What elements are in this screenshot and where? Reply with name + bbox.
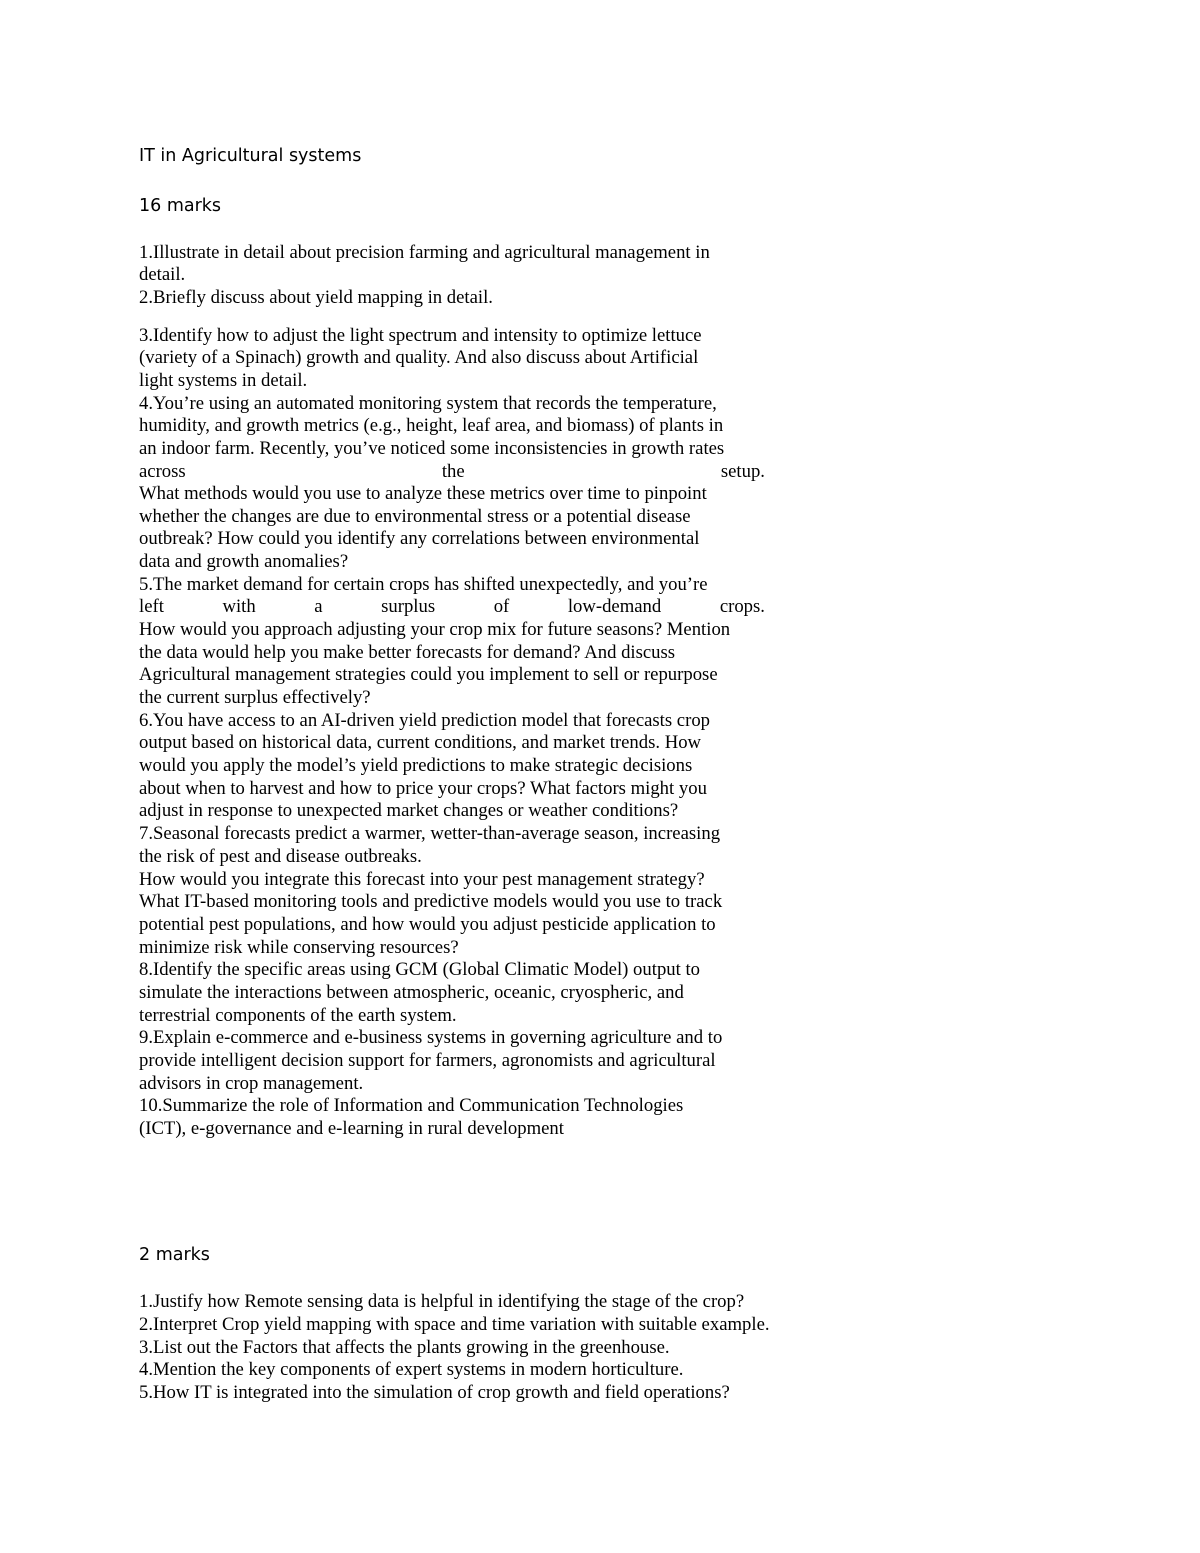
- question-line: 4.Mention the key components of expert systems in modern horticulture.: [139, 1359, 684, 1380]
- justified-word: crops.: [719, 596, 765, 617]
- question-line: 6.You have access to an AI-driven yield prediction model that forecasts crop: [139, 710, 711, 731]
- justified-word: across: [139, 461, 186, 482]
- question-line: (ICT), e-governance and e-learning in rural development: [139, 1118, 564, 1139]
- question-line: whether the changes are due to environmental stress or a potential disease: [139, 506, 691, 527]
- question-line: 2.Briefly discuss about yield mapping in detail.: [139, 287, 493, 308]
- question-line: adjust in response to unexpected market changes or weather conditions?: [139, 800, 679, 821]
- justified-word: of: [493, 596, 510, 617]
- question-line: 5.The market demand for certain crops has shifted unexpectedly, and you’re: [139, 574, 708, 595]
- question-line: outbreak? How could you identify any correlations between environmental: [139, 528, 700, 549]
- question-line: 9.Explain e-commerce and e-business systems in governing agriculture and to: [139, 1027, 723, 1048]
- question-line: about when to harvest and how to price your crops? What factors might you: [139, 778, 707, 799]
- question-line: humidity, and growth metrics (e.g., height, leaf area, and biomass) of plants in: [139, 415, 724, 436]
- question-line: 3.Identify how to adjust the light spectrum and intensity to optimize lettuce: [139, 325, 702, 346]
- question-line: light systems in detail.: [139, 370, 308, 391]
- justified-word: with: [222, 596, 256, 617]
- question-line: 2.Interpret Crop yield mapping with space and time variation with suitable example.: [139, 1314, 770, 1335]
- question-line: the risk of pest and disease outbreaks.: [139, 846, 422, 867]
- question-line: 4.You’re using an automated monitoring system that records the temperature,: [139, 393, 717, 414]
- justified-word: a: [314, 596, 323, 617]
- question-line: 5.How IT is integrated into the simulation of crop growth and field operations?: [139, 1382, 730, 1403]
- question-line: 3.List out the Factors that affects the plants growing in the greenhouse.: [139, 1337, 670, 1358]
- question-line: 10.Summarize the role of Information and Communication Technologies: [139, 1095, 684, 1116]
- question-line: simulate the interactions between atmospheric, oceanic, cryospheric, and: [139, 982, 684, 1003]
- justified-word: setup.: [720, 461, 765, 482]
- question-line: 7.Seasonal forecasts predict a warmer, wetter-than-average season, increasing: [139, 823, 721, 844]
- question-line: advisors in crop management.: [139, 1073, 364, 1094]
- question-line: 8.Identify the specific areas using GCM (Global Climatic Model) output to: [139, 959, 701, 980]
- justified-word: low-demand: [567, 596, 662, 617]
- question-line: detail.: [139, 264, 186, 285]
- question-line: the current surplus effectively?: [139, 687, 371, 708]
- question-line: 1.Justify how Remote sensing data is helpful in identifying the stage of the crop?: [139, 1291, 745, 1312]
- question-line: the data would help you make better forecasts for demand? And discuss: [139, 642, 676, 663]
- question-line: provide intelligent decision support for farmers, agronomists and agricultural: [139, 1050, 716, 1071]
- question-line: an indoor farm. Recently, you’ve noticed some inconsistencies in growth rates: [139, 438, 725, 459]
- question-line: How would you approach adjusting your crop mix for future seasons? Mention: [139, 619, 731, 640]
- question-line: 1.Illustrate in detail about precision farming and agricultural management in: [139, 242, 710, 263]
- justified-word: left: [139, 596, 164, 617]
- question-line: output based on historical data, current conditions, and market trends. How: [139, 732, 702, 753]
- question-line: minimize risk while conserving resources?: [139, 937, 459, 958]
- section-heading-16-marks: 16 marks: [139, 196, 222, 216]
- question-line: terrestrial components of the earth system.: [139, 1005, 457, 1026]
- question-line: Agricultural management strategies could you implement to sell or repurpose: [139, 664, 718, 685]
- question-line-justified: [139, 461, 765, 483]
- question-line: What methods would you use to analyze these metrics over time to pinpoint: [139, 483, 707, 504]
- question-line: potential pest populations, and how would you adjust pesticide application to: [139, 914, 716, 935]
- question-line: What IT-based monitoring tools and predictive models would you use to track: [139, 891, 723, 912]
- justified-word: surplus: [381, 596, 436, 617]
- document-title: IT in Agricultural systems: [139, 146, 362, 166]
- question-line: (variety of a Spinach) growth and quality. And also discuss about Artificial: [139, 347, 699, 368]
- question-line: would you apply the model’s yield predictions to make strategic decisions: [139, 755, 693, 776]
- question-line: data and growth anomalies?: [139, 551, 349, 572]
- section-heading-2-marks: 2 marks: [139, 1245, 210, 1265]
- question-line: How would you integrate this forecast into your pest management strategy?: [139, 869, 705, 890]
- justified-word: the: [441, 461, 465, 482]
- question-line-justified: [139, 596, 765, 618]
